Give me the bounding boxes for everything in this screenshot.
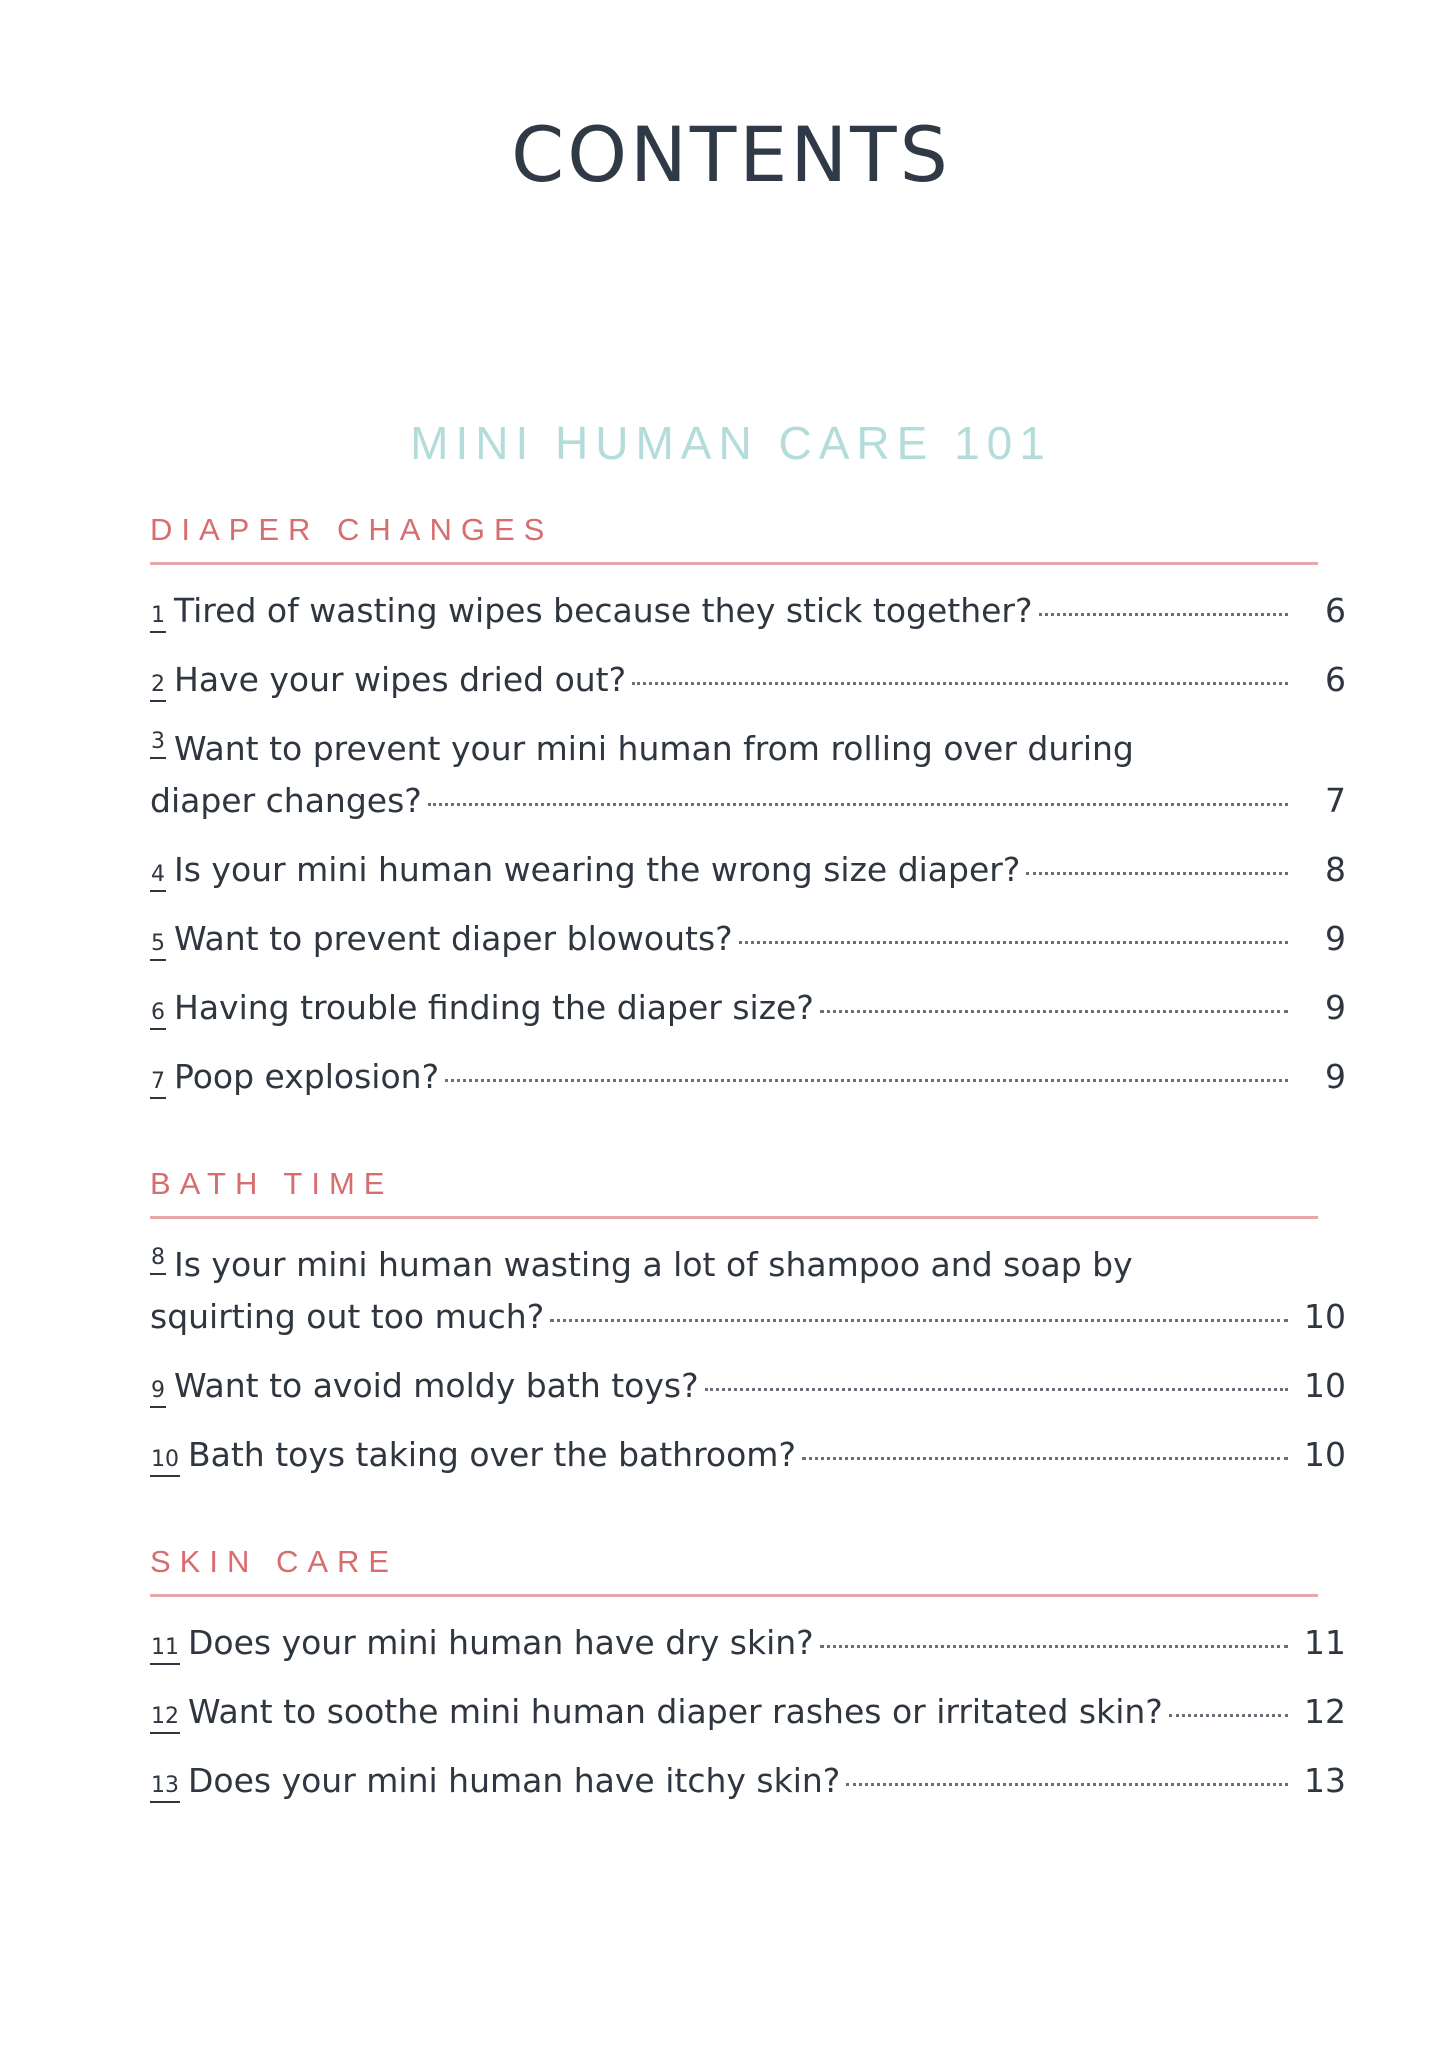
entry-number: 4 [150, 864, 166, 892]
toc-entry[interactable] [150, 1686, 1346, 1738]
entry-number: 1 [150, 605, 166, 633]
entry-page-number: 13 [1304, 1761, 1346, 1800]
entry-number: 10 [150, 1449, 180, 1477]
entry-title: Want to soothe mini human diaper rashes or irritated skin? [188, 1692, 1163, 1731]
entry-number: 12 [150, 1706, 180, 1734]
toc-entry[interactable] [150, 585, 1346, 637]
entry-page-number: 10 [1304, 1366, 1346, 1405]
entry-page-number: 8 [1325, 850, 1346, 889]
section-heading: SKIN CARE [150, 1544, 399, 1579]
dot-leader [632, 681, 1288, 685]
entry-title: Want to prevent diaper blowouts? [174, 919, 733, 958]
entry-number: 11 [150, 1637, 180, 1665]
entry-title: Have your wipes dried out? [174, 660, 627, 699]
entry-page-number: 10 [1304, 1297, 1346, 1336]
entry-title: Is your mini human wearing the wrong size diaper? [174, 850, 1021, 889]
entry-page-number: 9 [1325, 919, 1346, 958]
toc-entry[interactable] [150, 1429, 1346, 1481]
entry-page-number: 9 [1325, 1057, 1346, 1096]
toc-entry[interactable] [150, 1239, 1346, 1343]
entry-page-number: 10 [1304, 1435, 1346, 1474]
dot-leader [705, 1387, 1288, 1391]
section-divider [150, 1216, 1318, 1219]
entry-title: squirting out too much? [150, 1297, 545, 1336]
dot-leader [428, 802, 1288, 806]
dot-leader [1039, 612, 1289, 616]
entry-number: 5 [150, 933, 166, 961]
section-bath-time [150, 1162, 1346, 1481]
entry-title-line1: Want to prevent your mini human from rolling over during [174, 729, 1134, 768]
page-title: CONTENTS [511, 110, 951, 199]
dot-leader [820, 1009, 1288, 1013]
section-heading: BATH TIME [150, 1166, 394, 1201]
entry-page-number: 6 [1325, 660, 1346, 699]
dot-leader [846, 1782, 1288, 1786]
entry-page-number: 7 [1325, 781, 1346, 820]
toc-entry[interactable] [150, 1617, 1346, 1669]
dot-leader [739, 940, 1288, 944]
entry-title: Does your mini human have itchy skin? [188, 1761, 841, 1800]
toc-entry[interactable] [150, 1360, 1346, 1412]
dot-leader [1169, 1713, 1288, 1717]
section-divider [150, 562, 1318, 565]
dot-leader [445, 1078, 1288, 1082]
entry-number: 9 [150, 1380, 166, 1408]
entry-page-number: 6 [1325, 591, 1346, 630]
entry-page-number: 11 [1304, 1623, 1346, 1662]
part-title: MINI HUMAN CARE 101 [410, 417, 1052, 469]
section-diaper-changes [150, 508, 1346, 1103]
entry-page-number: 12 [1304, 1692, 1346, 1731]
entry-number: 8 [150, 1247, 166, 1275]
toc-entry[interactable] [150, 913, 1346, 965]
toc-entry[interactable] [150, 723, 1346, 827]
toc-entry[interactable] [150, 982, 1346, 1034]
entry-number: 7 [150, 1071, 166, 1099]
entry-title: diaper changes? [150, 781, 422, 820]
toc-entry[interactable] [150, 1755, 1346, 1807]
dot-leader [1026, 871, 1288, 875]
entry-number: 13 [150, 1775, 180, 1803]
section-heading: DIAPER CHANGES [150, 512, 554, 547]
dot-leader [802, 1456, 1288, 1460]
entry-title: Having trouble finding the diaper size? [174, 988, 814, 1027]
entry-title: Does your mini human have dry skin? [188, 1623, 814, 1662]
entry-title: Poop explosion? [174, 1057, 440, 1096]
entry-number: 6 [150, 1002, 166, 1030]
entry-title: Bath toys taking over the bathroom? [188, 1435, 796, 1474]
entry-title: Tired of wasting wipes because they stick together? [174, 591, 1033, 630]
toc-entry[interactable] [150, 844, 1346, 896]
entry-page-number: 9 [1325, 988, 1346, 1027]
entry-title: Want to avoid moldy bath toys? [174, 1366, 699, 1405]
entry-number: 2 [150, 674, 166, 702]
toc-entry[interactable] [150, 1051, 1346, 1103]
section-skin-care [150, 1540, 1346, 1807]
dot-leader [820, 1644, 1288, 1648]
section-divider [150, 1594, 1318, 1597]
toc-entry[interactable] [150, 654, 1346, 706]
entry-title-line1: Is your mini human wasting a lot of shampoo and soap by [174, 1245, 1133, 1284]
dot-leader [550, 1318, 1288, 1322]
entry-number: 3 [150, 731, 166, 759]
